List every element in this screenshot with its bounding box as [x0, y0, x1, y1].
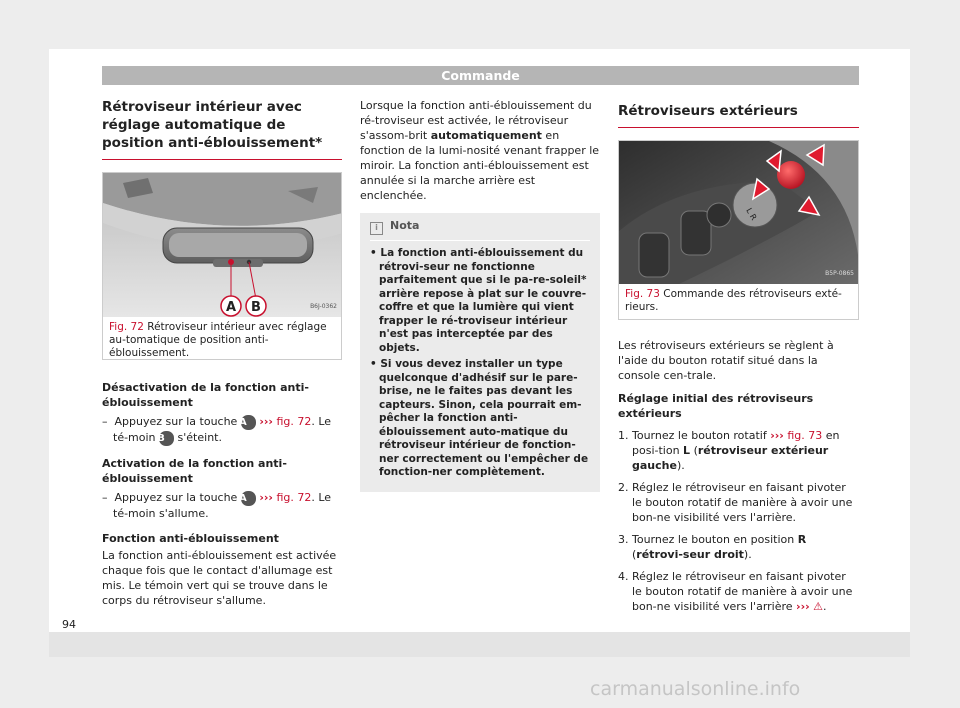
- step-text-end: .: [823, 600, 827, 613]
- watermark: carmanualsonline.info: [590, 678, 801, 700]
- intro-bold: automatiquement: [430, 129, 542, 142]
- setting-steps: [618, 428, 859, 614]
- figure-caption-text: Commande des rétroviseurs exté-rieurs.: [625, 288, 842, 313]
- paren-open: (: [693, 444, 698, 457]
- section-title-exterior-mirrors: Rétroviseurs extérieurs: [618, 98, 859, 128]
- intro-text: Lorsque la fonction anti-éblouissement du ré-troviseur est activée, le rétroviseur s'assom-brit: [360, 99, 592, 142]
- section-title-interior-mirror: Rétroviseur intérieur avec réglage automatique de position anti-éblouissement*: [102, 98, 342, 160]
- antiglare-intro: [360, 98, 600, 203]
- bullet: •: [370, 358, 377, 370]
- paren-open: (: [632, 548, 637, 561]
- step-text: Réglez le rétroviseur en faisant pivoter le bouton rotatif de manière à avoir une bon-ne visibilité vers l'arrière.: [632, 481, 853, 524]
- dash: –: [102, 415, 108, 428]
- footer-band: [49, 632, 910, 657]
- activation-step: [102, 490, 342, 521]
- figure-link[interactable]: fig. 72: [276, 491, 312, 504]
- paren-close: ).: [676, 459, 685, 472]
- knob-position-label: L R: [744, 206, 759, 222]
- step-item: [618, 532, 859, 562]
- deactivation-step: [102, 414, 342, 446]
- auto-function-title: Fonction anti-éblouissement: [102, 532, 279, 545]
- note-title: Nota: [390, 219, 420, 232]
- activation-title: Activation de la fonction anti-éblouissement: [102, 457, 287, 485]
- activation-text-end: . Le té-moin s'allume.: [113, 491, 332, 520]
- note-box: [360, 213, 600, 492]
- column-antiglare-notes: [360, 98, 600, 492]
- indicator-b-badge: B: [159, 431, 174, 446]
- button-a-badge: A: [241, 491, 256, 506]
- step-text: Réglez le rétroviseur en faisant pivoter le bouton rotatif de manière à avoir une bon-ne visibilité vers l'arrière: [632, 570, 853, 613]
- column-interior-mirror: [102, 98, 342, 608]
- deactivation-title: Désactivation de la fonction anti-éblouissement: [102, 381, 309, 409]
- arrow-ref: ›››: [770, 429, 784, 442]
- figure-72: [102, 172, 342, 360]
- interior-mirror-drawing: [103, 173, 341, 317]
- step-item: [618, 480, 859, 525]
- figure-code: B6J-0362: [310, 303, 337, 310]
- bullet: •: [370, 247, 377, 259]
- position-key: L: [683, 444, 691, 457]
- step-text: Tournez le bouton en position: [632, 533, 795, 546]
- deactivation-text-mid: . Le té-moin: [113, 415, 332, 444]
- step-text: Tournez le bouton rotatif: [632, 429, 767, 442]
- warning-icon[interactable]: ⚠: [813, 600, 824, 613]
- exterior-intro: Les rétroviseurs extérieurs se règlent à l'aide du bouton rotatif situé dans la console cen-trale.: [618, 339, 834, 382]
- figure-link[interactable]: fig. 73: [787, 429, 823, 442]
- figure-caption: [619, 284, 858, 319]
- step-item: [618, 569, 859, 614]
- page-number: 94: [62, 618, 76, 631]
- exterior-mirror-drawing: [619, 141, 858, 284]
- figure-link[interactable]: fig. 72: [276, 415, 312, 428]
- figure-73: [618, 140, 859, 320]
- figure-label: Fig. 73: [625, 288, 660, 300]
- arrow-ref: ›››: [259, 491, 273, 504]
- position-name: rétrovi-seur droit: [636, 548, 744, 561]
- auto-function-text: La fonction anti-éblouissement est activée chaque fois que le contact d'allumage est mis. Le témoin vert qui se trouve dans le corps du rétroviseur s'allume.: [102, 549, 337, 607]
- exterior-mirror-control-illustration: [619, 141, 858, 284]
- dash: –: [102, 491, 108, 504]
- activation-text: Appuyez sur la touche: [114, 491, 238, 504]
- interior-mirror-illustration: [103, 173, 341, 317]
- marker-b: B: [251, 300, 261, 315]
- figure-code: B5P-0865: [825, 270, 854, 277]
- note-item: [370, 247, 590, 355]
- info-icon: i: [370, 222, 383, 235]
- arrow-ref: ›››: [796, 600, 810, 613]
- figure-label: Fig. 72: [109, 321, 144, 333]
- column-exterior-mirrors: [618, 98, 859, 614]
- button-a-badge: A: [241, 415, 256, 430]
- note-header: [370, 219, 590, 241]
- note-item-text: La fonction anti-éblouissement du rétrovi-seur ne fonctionne parfaitement que si le pa-re-soleil* arrière repose à plat sur le couvre-coffre et que la lumière qui vient frapper le ré-troviseur intérieur n'est pas interceptée par des objets.: [379, 247, 587, 354]
- initial-setting-title: Réglage initial des rétroviseurs extérieurs: [618, 392, 814, 420]
- intro-text-end: en fonction de la lumi-nosité venant frapper le miroir. La fonction anti-éblouissement est annulée si la marche arrière est enclenchée.: [360, 129, 600, 202]
- figure-caption-text: Rétroviseur intérieur avec réglage au-tomatique de position anti-éblouissement.: [109, 321, 327, 359]
- step-number: 3.: [618, 533, 629, 546]
- deactivation-text: Appuyez sur la touche: [114, 415, 238, 428]
- position-key: R: [797, 533, 807, 546]
- step-number: 2.: [618, 481, 629, 494]
- position-name: rétroviseur extérieur gauche: [632, 444, 829, 472]
- step-item: [618, 428, 859, 473]
- step-text-mid: en posi-tion: [632, 429, 840, 457]
- step-number: 1.: [618, 429, 629, 442]
- note-item: [370, 358, 590, 480]
- running-header: Commande: [102, 66, 859, 85]
- figure-caption: [103, 317, 341, 365]
- step-number: 4.: [618, 570, 629, 583]
- note-item-text: Si vous devez installer un type quelconque d'adhésif sur le pare-brise, ne le faites pas devant les capteurs. Sinon, cela pourrait em-pêcher la fonction anti-éblouissement auto-matique du rétroviseur intérieur de fonction-ner correctement ou l'empêcher de fonction-ner complètement.: [379, 358, 589, 478]
- paren-close: ).: [743, 548, 752, 561]
- marker-a: A: [225, 300, 237, 315]
- deactivation-text-end: s'éteint.: [177, 431, 222, 444]
- arrow-ref: ›››: [259, 415, 273, 428]
